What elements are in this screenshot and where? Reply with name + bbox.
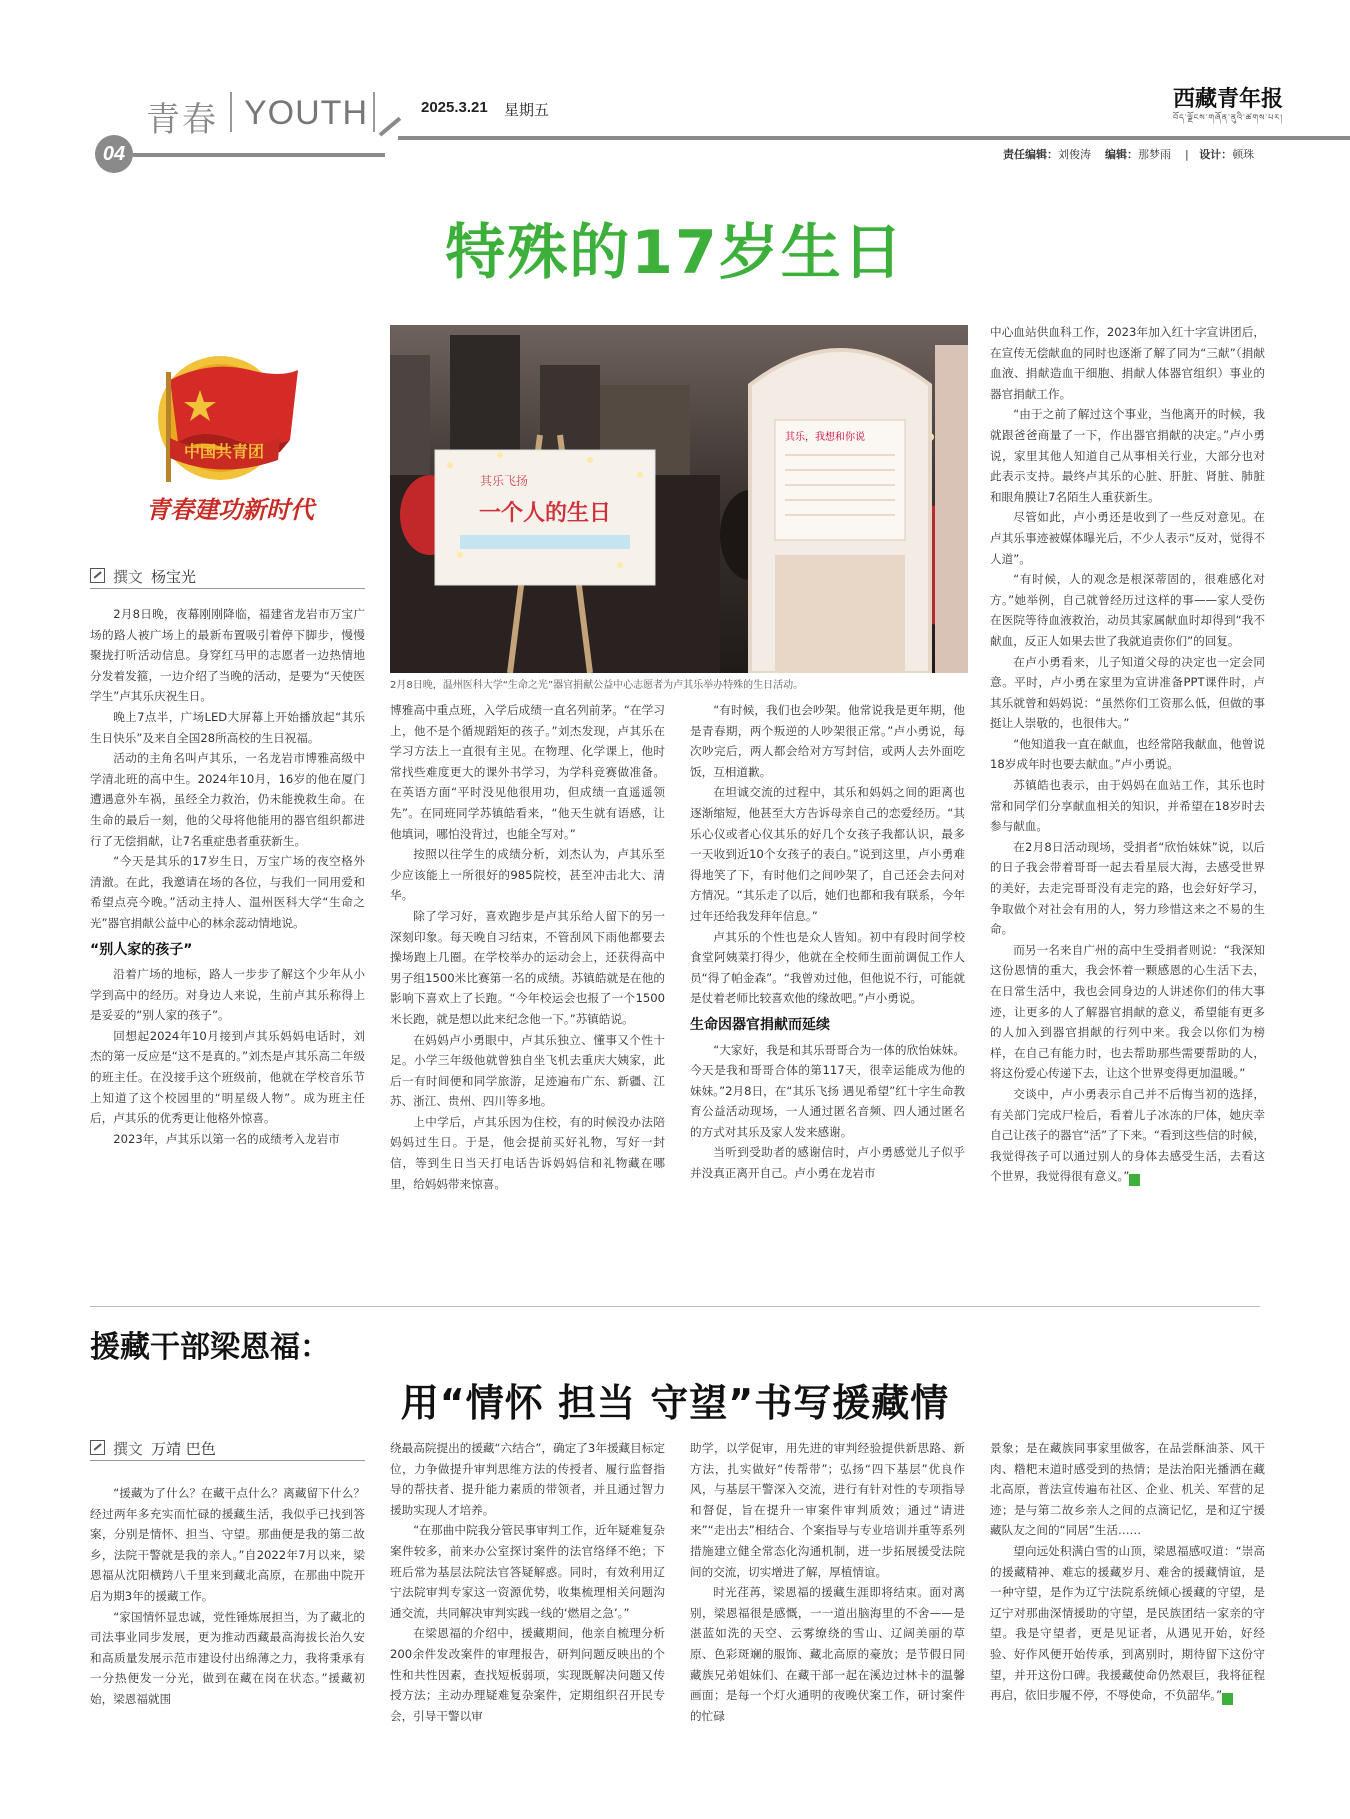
article1-column-2 [390,700,665,1275]
editor-label: 编辑： [1105,148,1138,161]
paragraph: 望向远处积满白雪的山顶，梁恩福感叹道：“崇高的援藏精神、难忘的援藏岁月、难舍的援藏情谊，是一种守望，是作为辽宁法院系统倾心援藏的守望，是辽宁对那曲深情援助的守望，是民族团结一家亲的守望。我是守望者，更是见证者，从遇见开始，好经验、好作风便开始传承，到离别时，期待留下这份守望，并开这份口碑。我援藏使命仍然艰巨，我将征程再启，依旧步履不停，不辱使命，不负韶华。” [990,1543,1265,1703]
pen-icon [90,568,105,583]
article2-kicker: 援藏干部梁恩福： [90,1330,330,1365]
article2-author: 万靖 巴色 [151,1440,216,1458]
end-mark-icon: 青 [1129,1174,1140,1186]
section-name-en: YOUTH [244,94,368,132]
paragraph: 在2月8日活动现场，受捐者“欣怡妹妹”说，以后的日子我会带着哥哥一起去看星辰大海，去感受世界的美好，去走完哥哥没有走完的路，也会好好学习，争取做个对社会有用的人，努力珍惜这来之不易的生命。 [990,839,1265,937]
paragraph: “有时候，人的观念是根深蒂固的，很难感化对方。”她举例，自己就曾经历过这样的事——家人受伤在医院等待血液救治，动员其家属献血时却得到“我不献血，反正人如果去世了我就追责你们”的回复。 [990,572,1265,648]
article1-column-4 [990,322,1265,1277]
paragraph: 尽管如此，卢小勇还是收到了一些反对意见。在卢其乐事迹被媒体曝光后，不少人表示“反对，觉得不人道”。 [990,510,1265,566]
editor-credits: 责任编辑：刘俊涛 编辑：那梦雨 | 设计：顿珠 [1003,148,1255,161]
article1-byline [90,566,196,587]
paragraph: 助学，以学促审，用先进的审判经验提供新思路、新方法，扎实做好“传帮带”；弘扬“四下基层”优良作风，与基层干警深入交流，进行有针对性的专项指导和督促，旨在提升一审案件审判质效；通过“请进来”“走出去”相结合、个案指导与专业培训并重等系列措施建立健全常态化沟通机制，进一步拓展援受法院间的交流，切实增进了解，厚植情谊。 [690,1441,965,1579]
paragraph: “大家好，我是和其乐哥哥合为一体的欣怡妹妹。今天是我和哥哥合体的第117天，很幸运能成为他的妹妹。”2月8日，在“其乐飞扬 遇见希望”红十字生命教育公益活动现场，一人通过匿名音频、四人通过匿名的方式对其乐及家人发来感谢。 [690,1042,965,1139]
article1-author: 杨宝光 [151,568,197,586]
paragraph: 除了学习好，喜欢跑步是卢其乐给人留下的另一深刻印象。每天晚自习结束，不管刮风下雨他都要去操场跑上几圈。在学校举办的运动会上，还获得高中男子组1500米比赛第一名的成绩。苏镇皓就是在他的影响下喜欢上了长跑。“今年校运会也报了一个1500米长跑，就是想以此来纪念他一下。”苏镇皓说。 [390,908,665,1026]
paragraph: 活动的主角名叫卢其乐，一名龙岩市博雅高级中学清北班的高中生。2024年10月，16岁的他在厦门遭遇意外车祸，虽经全力救治，仍未能挽救生命。在生命的最后一刻，他的父母将他能用的器官组织都进行了无偿捐献，让7名重症患者重获新生。 [90,751,365,848]
editor: 那梦雨 [1138,148,1171,161]
photo-caption: 2月8日晚，温州医科大学“生命之光”器官捐献公益中心志愿者为卢其乐举办特殊的生日活动。 [390,680,804,691]
paragraph: 而另一名来自广州的高中生受捐者则说：“我深知这份恩情的重大，我会怀着一颗感恩的心生活下去，在日常生活中，我也会同身边的人讲述你们的伟大事迹，让更多的人了解器官捐献的意义，希望能有更多的人加入到器官捐献的行列中来。我会以你们为榜样，在自己有能力时，也去帮助那些需要帮助的人，将这份爱心传递下去，让这个世界变得更加温暖。” [990,942,1265,1081]
paragraph: 回想起2024年10月接到卢其乐妈妈电话时，刘杰的第一反应是“这不是真的。”刘杰是卢其乐高二年级的班主任。在没接手这个班级前，他就在学校音乐节上知道了这个校园里的“明星级人物”。成为班主任后，卢其乐的优秀更让他格外惊喜。 [90,1028,365,1126]
paragraph: 2023年，卢其乐以第一名的成绩考入龙岩市 [113,1131,340,1146]
paragraph: 交谈中，卢小勇表示自己并不后悔当初的选择，有关部门完成尸检后，看着儿子冰冻的尸体，她庆幸自己让孩子的器官“活”了下来。“看到这些信的时候，我觉得孩子可以通过别人的身体去感受生活，去看这个世界，我觉得很有意义。” [990,1086,1265,1184]
paragraph: “家国情怀显忠诚，党性锤炼展担当，为了藏北的司法事业同步发展，更为推动西藏最高海拔长治久安和高质量发展示范市建设付出绵薄之力，我将秉承有一分热便发一分光，做到在藏在岗在状态。”援藏初始，梁恩福就围 [90,1609,365,1706]
paragraph: 中心血站供血科工作，2023年加入红十字宣讲团后，在宣传无偿献血的同时也逐渐了解了同为“三献”（捐献血液、捐献造血干细胞、捐献人体器官组织）事业的器官捐献工作。 [990,325,1265,401]
paragraph: 绕最高院提出的援藏“六结合”，确定了3年援藏目标定位，力争做提升审判思维方法的传授者、履行监督指导的帮扶者、提升能力素质的带领者，并且通过智力援助实现人才培养。 [390,1441,665,1517]
subheading: 生命因器官捐献而延续 [690,1016,830,1033]
section-divider [230,92,232,132]
paragraph: 在卢小勇看来，儿子知道父母的决定也一定会同意。平时，卢小勇在家里为宣讲准备PPT课件时，卢其乐就曾和妈妈说：“虽然你们工资那么低，但做的事挺让人崇敬的，也很伟大。” [990,654,1265,731]
youth-league-emblem-icon [130,330,330,540]
paragraph: “他知道我一直在献血，也经常陪我献血，他曾说18岁成年时也要去献血。”卢小勇说。 [990,736,1265,772]
paragraph: “有时候，我们也会吵架。他常说我是更年期，他是青春期，两个叛逆的人吵架很正常。”卢小勇说，每次吵完后，两人都会给对方写封信，或两人去外面吃饭，互相道歉。 [690,703,965,779]
design-label: 设计： [1199,148,1233,161]
paragraph: “由于之前了解过这个事业，当他离开的时候，我就跟爸爸商量了一下，作出器官捐献的决定。”卢小勇说，家里其他人知道自己从事相关行业，大部分也对此表示支持。最终卢其乐的心脏、肝脏、肾脏、肺脏和眼角膜让7名陌生人重获新生。 [990,407,1265,504]
paragraph: 博雅高中重点班，入学后成绩一直名列前茅。“在学习上，他不是个循规蹈矩的孩子。”刘杰发现，卢其乐在学习方法上一直很有主见。在物理、化学课上，他时常找些难度更大的课外书学习，为学科竞赛做准备。在英语方面“平时没见他很用功，但成绩一直遥遥领先”。在同班同学苏镇皓看来，“他天生就有语感，让他填词，哪怕没背过，也能全写对。” [390,703,665,841]
youth-league-logo [130,330,330,540]
birthday-event-photo [390,325,968,673]
article1-column-1 [90,604,365,1274]
paragraph: 在妈妈卢小勇眼中，卢其乐独立、懂事又个性十足。小学三年级他就曾独自坐飞机去重庆大姨家，此后一有时间便和同学旅游，足迹遍布广东、新疆、江苏、浙江、贵州、四川等多地。 [390,1032,665,1109]
paragraph: 上中学后，卢其乐因为住校，有的时候没办法陪妈妈过生日。于是，他会提前买好礼物，写好一封信，等到生日当天打电话告诉妈妈信和礼物藏在哪里，给妈妈带来惊喜。 [390,1114,665,1191]
article2-title: 用“情怀 担当 守望”书写援藏情 [400,1381,950,1425]
byline-label: 撰文 [113,568,144,586]
end-mark-icon: 青 [1222,1693,1233,1705]
header-rule-bend [379,117,401,137]
booth-sign: 其乐，我想和你说 [785,432,865,443]
article2-column-2 [390,1438,665,1803]
paragraph: “今天是其乐的17岁生日，万宝广场的夜空格外清澈。在此，我邀请在场的各位，与我们一同用爱和希望点亮今晚。”活动主持人、温州医科大学“生命之光”器官捐献公益中心的林余蕊动情地说。 [90,854,365,930]
article2-column-4 [990,1438,1265,1803]
paragraph: 景象；是在藏族同事家里做客，在品尝酥油茶、风干肉、糌粑末道时感受到的热情；是法治阳光播洒在藏北高原，普法宣传遍布社区、企业、机关、军营的足迹；是与第二故乡亲人之间的点滴记忆，是和辽宁援藏队友之间的“同居”生活…… [990,1441,1265,1538]
paragraph: 晚上7点半，广场LED大屏幕上开始播放起“其乐生日快乐”及来自全国28所高校的生日祝福。 [90,709,365,745]
board-title: 一个人的生日 [478,501,612,526]
issue-date: 2025.3.21 [421,99,488,116]
paragraph: “援藏为了什么？在藏干点什么？离藏留下什么？经过两年多充实而忙碌的援藏生活，我似乎已找到答案，分别是情怀、担当、守望。那曲便是我的第二故乡，法院干警就是我的亲人。”自2022年7月以来，梁恩福从沈阳横跨八千里来到藏北高原，在那曲中院开启为期3年的援藏工作。 [90,1486,365,1603]
pen-icon [90,1440,105,1455]
article1-title: 特殊的17岁生日 [445,218,905,288]
paragraph: 沿着广场的地标，路人一步步了解这个少年从小学到高中的经历。对身边人来说，生前卢其乐称得上是妥妥的“别人家的孩子”。 [90,967,365,1023]
logo-slogan: 青春建功新时代 [146,495,314,524]
page-number: 04 [95,135,133,173]
paragraph: 时光荏苒，梁恩福的援藏生涯即将结束。面对离别，梁恩福很是感慨，一一道出脑海里的不舍——是湛蓝如洗的天空、云雾缭绕的雪山、辽阔美丽的草原、色彩斑斓的服饰、藏北高原的豪放；是节假日同藏族兄弟姐妹们、在藏干部一起在溪边过林卡的温馨画面；是每一个灯火通明的夜晚伏案工作，研讨案件的忙碌 [690,1585,965,1723]
section-divider [373,92,375,132]
article2-column-3 [690,1438,965,1803]
article2-byline [90,1438,216,1459]
header-rule [133,153,385,157]
article1-column-3 [690,700,965,1275]
chief-editor: 刘俊涛 [1058,148,1091,161]
paragraph: 苏镇皓也表示，由于妈妈在血站工作，其乐也时常和同学们分享献血相关的知识，并希望在18岁时去参与献血。 [990,778,1265,834]
paragraph: 2月8日晚，夜幕刚刚降临，福建省龙岩市万宝广场的路人被广场上的最新布置吸引着停下脚步，慢慢聚拢打听活动信息。身穿红马甲的志愿者一边热情地分发着发箍，一边介绍了当晚的活动，是要为“天使医学生”卢其乐庆祝生日。 [90,607,365,704]
designer: 顿珠 [1232,148,1255,161]
issue-weekday: 星期五 [504,101,550,119]
byline-rule [90,588,365,589]
paragraph: “在那曲中院我分管民事审判工作，近年疑难复杂案件较多，前来办公室探讨案件的法官络绎不绝；下班后常为基层法院法官答疑解惑。同时，有效利用辽宁法院审判专家这一资源优势，收集梳理相关问题沟通交流，共同解决审判实践一线的‘燃眉之急’。” [390,1523,665,1620]
paragraph: 在梁恩福的介绍中，援藏期间，他亲自梳理分析200余件发改案件的审理报告，研判问题反映出的个性和共性因素，查找短板弱项，实现既解决问题又传授方法；主动办理疑难复杂案件，定期组织召开民专会，引导干警以审 [390,1626,665,1723]
event-photo [390,325,968,673]
board-label: 其乐飞扬 [480,474,529,488]
paragraph: 在坦诚交流的过程中，其乐和妈妈之间的距离也逐渐缩短，他甚至大方告诉母亲自己的恋爱经历。“其乐心仪或者心仪其乐的好几个女孩子我都认识，最多一天收到近10个女孩子的表白。”说到这里，卢小勇难得地笑了下，有时他们之间吵架了，自己还会去问对方情况。“其乐走了以后，她们也都和我有联系，今年过年还给我发拜年信息。” [690,785,965,923]
paragraph: 当听到受助者的感谢信时，卢小勇感觉儿子似乎并没真正离开自己。卢小勇在龙岩市 [690,1145,965,1181]
newspaper-masthead: 西藏青年报 [1173,86,1284,112]
section-name-cn: 青春 [146,100,218,140]
newspaper-masthead-tibetan: བོད་ལྗོངས་གཞོན་ནུའི་ཚགས་པར། [1173,113,1283,122]
chief-editor-label: 责任编辑： [1003,148,1058,161]
paragraph: 按照以往学生的成绩分析，刘杰认为，卢其乐至少应该能上一所很好的985院校，甚至冲击北大、清华。 [390,847,665,903]
paragraph: 卢其乐的个性也是众人皆知。初中有段时间学校食堂阿姨菜打得少，他就在全校师生面前调侃工作人员“得了帕金森”。“我曾劝过他，但他说不行，可能就是仗着老师比较喜欢他的缘故吧。”卢小勇说。 [690,929,965,1006]
article2-column-1 [90,1483,365,1803]
subheading: “别人家的孩子” [90,941,193,958]
logo-text: 中国共青团 [183,442,265,461]
header-rule [398,136,1350,140]
article-separator [90,1306,1260,1307]
byline-label: 撰文 [113,1440,144,1458]
byline-rule [90,1460,365,1461]
